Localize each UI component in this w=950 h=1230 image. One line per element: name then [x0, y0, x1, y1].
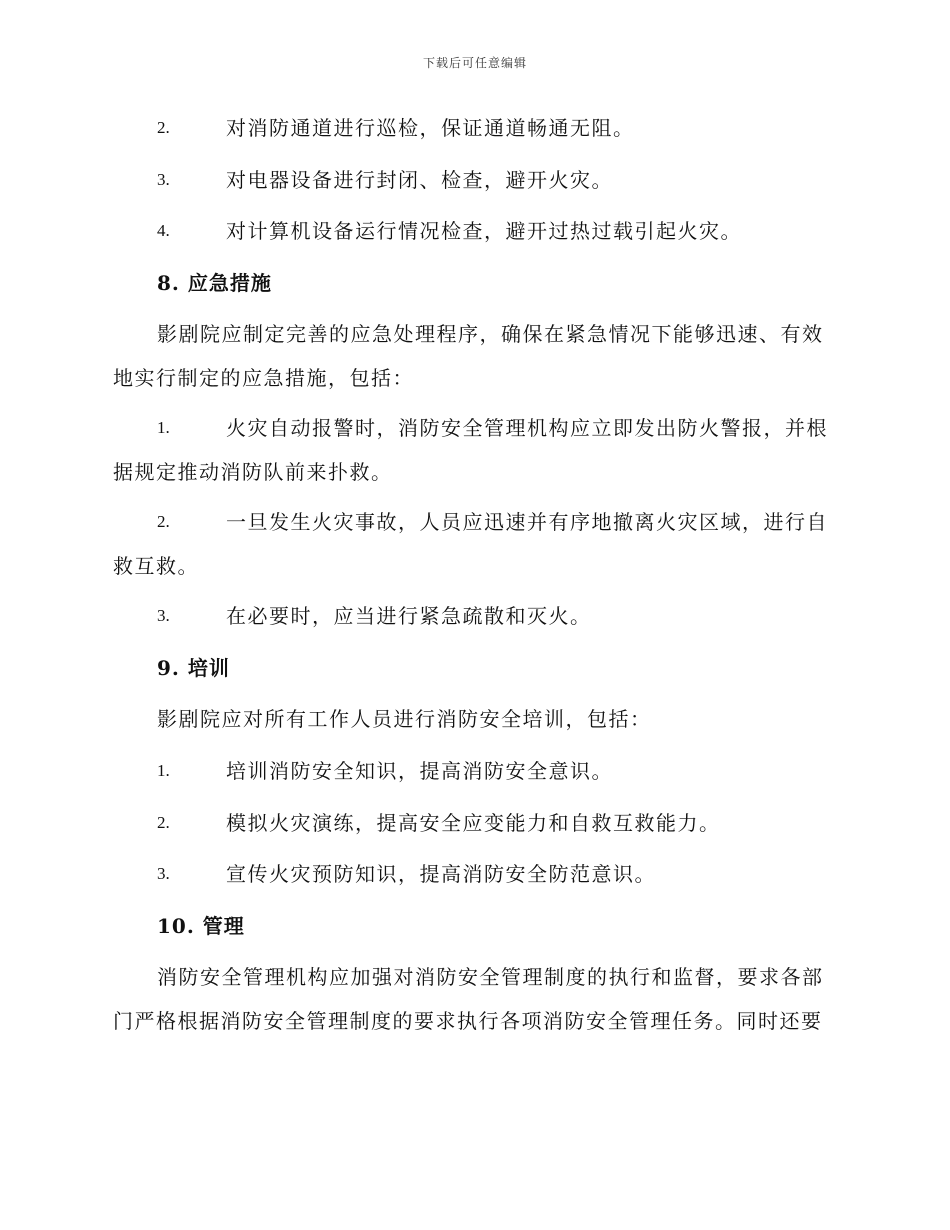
list-text: 对电器设备进行封闭、检查，避开火灾。	[226, 168, 613, 192]
list-text-continued: 据规定推动消防队前来扑救。	[113, 460, 393, 484]
list-number: 3.	[157, 170, 170, 189]
list-number: 2.	[157, 512, 170, 531]
list-number: 4.	[157, 221, 170, 240]
section-heading: 8. 应急措施	[157, 271, 272, 295]
intro-line: 地实行制定的应急措施，包括：	[113, 366, 414, 390]
list-text: 在必要时，应当进行紧急疏散和灭火。	[226, 604, 592, 628]
list-text: 一旦发生火灾事故，人员应迅速并有序地撤离火灾区域，进行自	[226, 510, 828, 534]
intro-line: 影剧院应制定完善的应急处理程序，确保在紧急情况下能够迅速、有效	[157, 322, 824, 346]
list-number: 1.	[157, 761, 170, 780]
list-text: 模拟火灾演练，提高安全应变能力和自救互救能力。	[226, 811, 721, 835]
section-paragraph	[113, 955, 833, 1043]
section-intro	[113, 312, 833, 400]
list-number: 2.	[157, 118, 170, 137]
list-text-continued: 救互救。	[113, 554, 199, 578]
intro-line: 影剧院应对所有工作人员进行消防安全培训，包括：	[157, 707, 652, 731]
list-number: 2.	[157, 813, 170, 832]
page-header: 下载后可任意编辑	[422, 56, 527, 70]
list-text: 对消防通道进行巡检，保证通道畅通无阻。	[226, 116, 635, 140]
list-number: 1.	[157, 418, 170, 437]
list-number: 3.	[157, 864, 170, 883]
list-text: 宣传火灾预防知识，提高消防安全防范意识。	[226, 862, 656, 886]
list-text: 培训消防安全知识，提高消防安全意识。	[226, 759, 613, 783]
list-text: 火灾自动报警时，消防安全管理机构应立即发出防火警报，并根	[226, 416, 828, 440]
section-intro	[113, 697, 833, 741]
paragraph-line: 门严格根据消防安全管理制度的要求执行各项消防安全管理任务。同时还要	[113, 1009, 823, 1033]
section-heading: 9. 培训	[157, 656, 230, 680]
paragraph-line: 消防安全管理机构应加强对消防安全管理制度的执行和监督，要求各部	[157, 965, 824, 989]
section-heading: 10. 管理	[157, 914, 245, 938]
list-number: 3.	[157, 606, 170, 625]
list-text: 对计算机设备运行情况检查，避开过热过载引起火灾。	[226, 219, 742, 243]
